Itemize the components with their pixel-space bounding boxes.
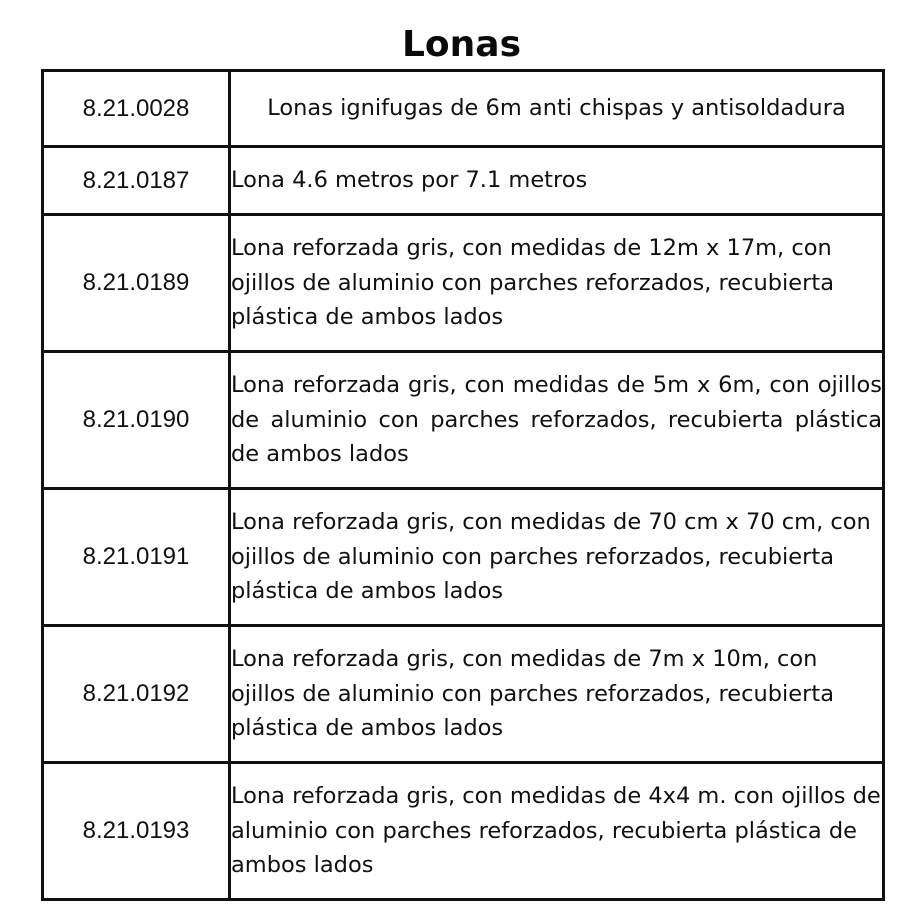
- product-code: 8.21.0189: [43, 215, 230, 352]
- page-title: Lonas: [401, 24, 522, 65]
- product-description: Lona reforzada gris, con medidas de 4x4 m. con ojillos de aluminio con parches reforzados, recubierta plástica de ambos lados: [230, 763, 884, 900]
- product-code: 8.21.0190: [43, 352, 230, 489]
- product-code: 8.21.0191: [43, 489, 230, 626]
- product-table: [41, 69, 885, 901]
- product-description: Lona 4.6 metros por 7.1 metros: [230, 147, 884, 215]
- product-description: Lona reforzada gris, con medidas de 7m x 10m, con ojillos de aluminio con parches reforzados, recubierta plástica de ambos lados: [230, 626, 884, 763]
- table-row: [43, 763, 884, 900]
- product-description: Lona reforzada gris, con medidas de 70 cm x 70 cm, con ojillos de aluminio con parches reforzados, recubierta plástica de ambos lados: [230, 489, 884, 626]
- table-row: [43, 489, 884, 626]
- product-code: 8.21.0187: [43, 147, 230, 215]
- table-row: [43, 352, 884, 489]
- product-code: 8.21.0192: [43, 626, 230, 763]
- table-row: [43, 147, 884, 215]
- product-code: 8.21.0193: [43, 763, 230, 900]
- product-code: 8.21.0028: [43, 71, 230, 147]
- product-description: Lona reforzada gris, con medidas de 5m x 6m, con ojillos de aluminio con parches reforzados, recubierta plástica de ambos lados: [230, 352, 884, 489]
- product-description: Lonas ignifugas de 6m anti chispas y antisoldadura: [230, 71, 884, 147]
- product-description: Lona reforzada gris, con medidas de 12m x 17m, con ojillos de aluminio con parches reforzados, recubierta plástica de ambos lados: [230, 215, 884, 352]
- table-row: [43, 626, 884, 763]
- table-row: [43, 71, 884, 147]
- table-row: [43, 215, 884, 352]
